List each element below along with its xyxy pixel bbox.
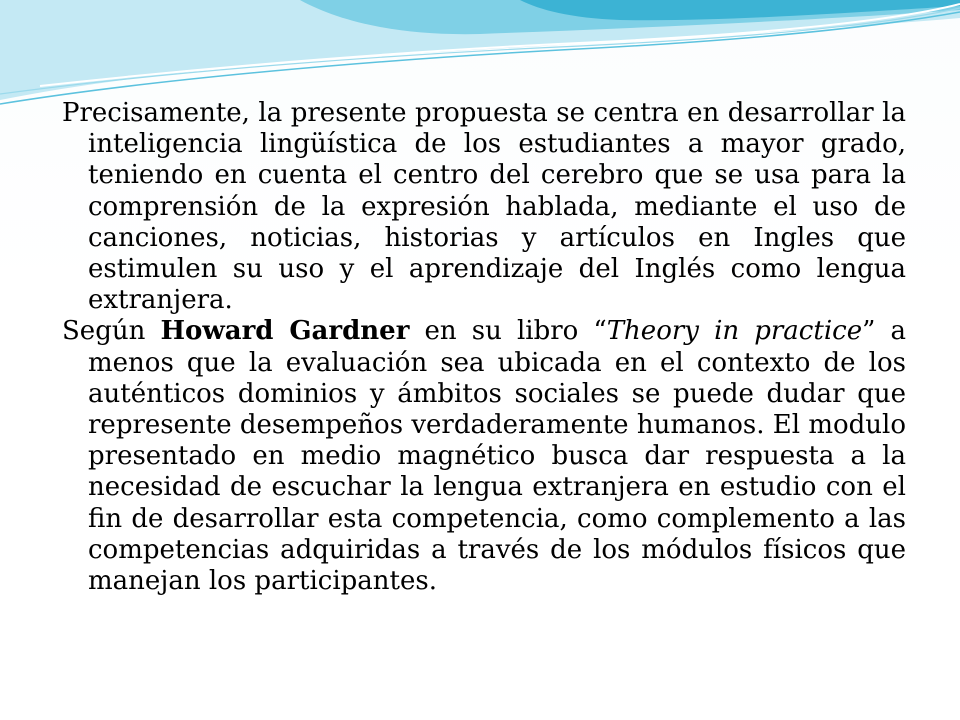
slide-body xyxy=(62,98,906,597)
book-title: Theory in practice xyxy=(606,316,863,347)
paragraph-mid-text: en su libro “ xyxy=(409,316,607,347)
paragraph-propuesta: Precisamente, la presente propuesta se centra en desarrollar la inteligencia lingüística de los estudiantes a mayor grado, teniendo en cuenta el centro del cerebro que se usa para la comprensión de la expresión hablada, mediante el uso de canciones, noticias, historias y artículos en Ingles que estimulen su uso y el aprendizaje del Inglés como lengua extranjera. xyxy=(62,98,906,316)
paragraph-rest-text: ” a menos que la evaluación sea ubicada en el contexto de los auténticos dominios y ámbitos sociales se puede dudar que represente desempeños verdaderamente humanos. El modulo presentado en medio magnético busca dar respuesta a la necesidad de escuchar la lengua extranjera en estudio con el fin de desarrollar esta competencia, como complemento a las competencias adquiridas a través de los módulos físicos que manejan los participantes. xyxy=(88,316,906,597)
author-name: Howard Gardner xyxy=(160,316,410,347)
paragraph-gardner xyxy=(62,316,906,597)
paragraph-lead-text: Según xyxy=(62,316,161,347)
